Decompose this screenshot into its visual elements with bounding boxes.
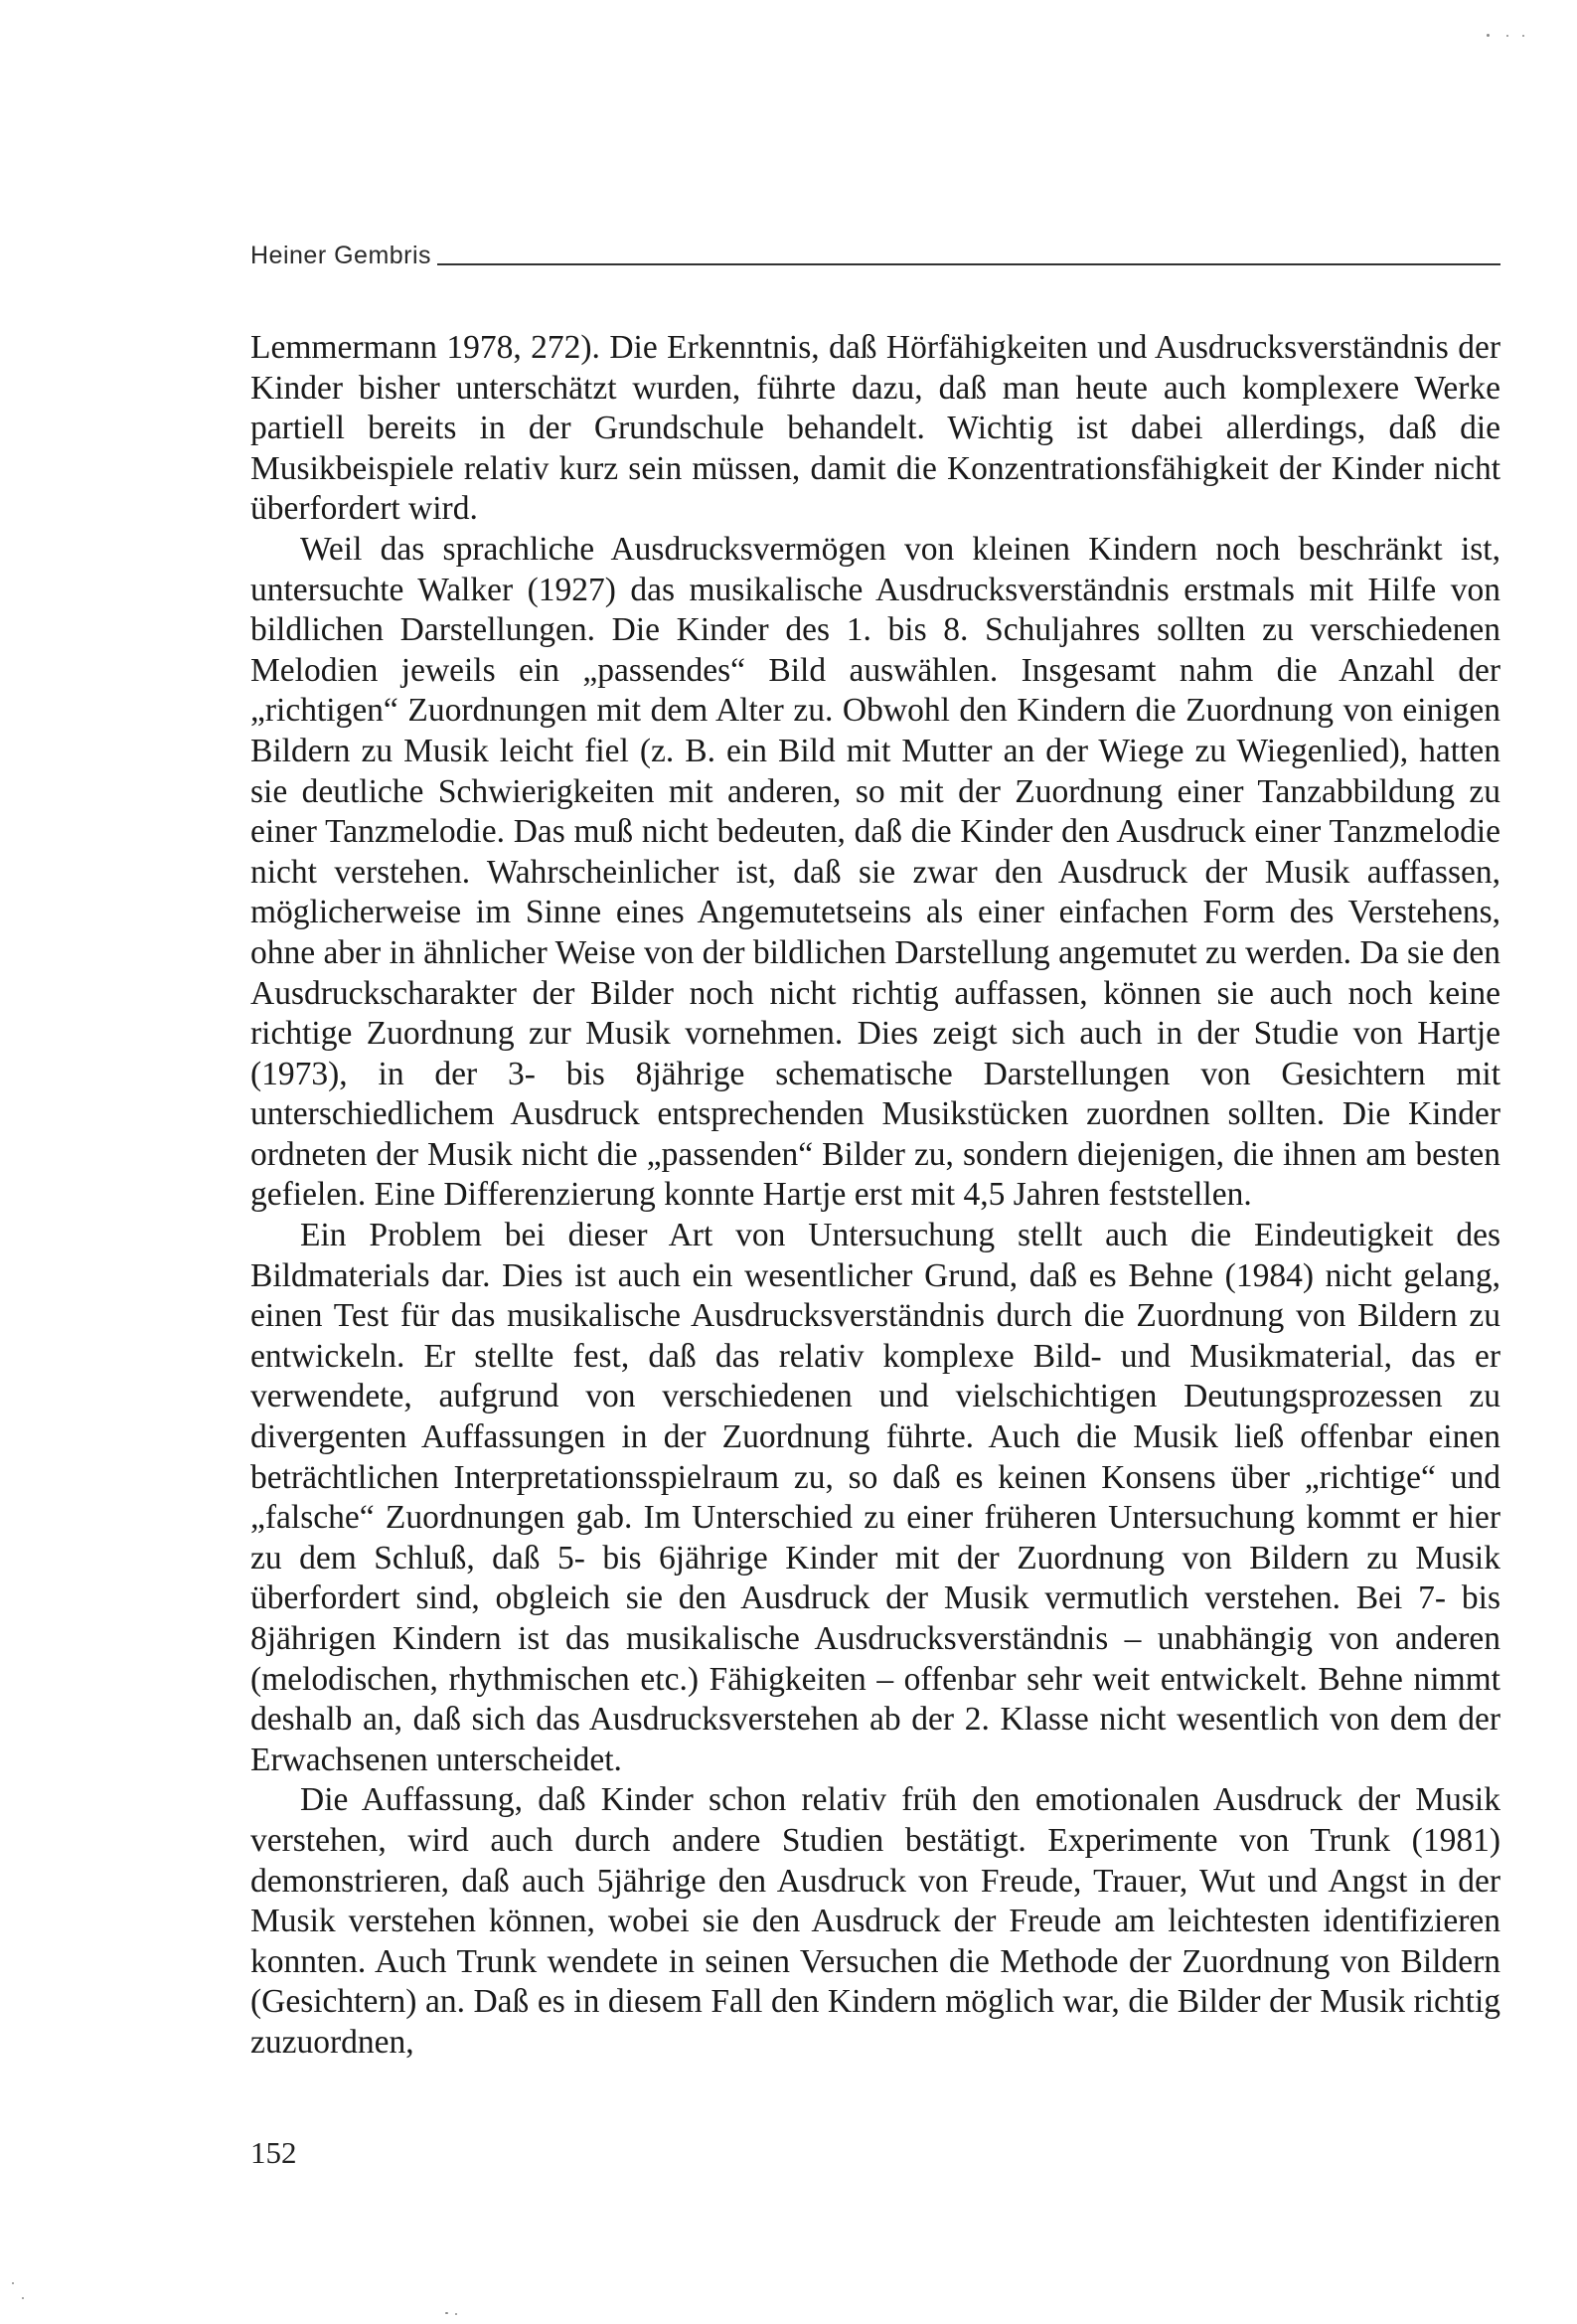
scan-speck: [445, 2312, 448, 2314]
paragraph-4: Die Auffassung, daß Kinder schon relativ früh den emotionalen Ausdruck der Musik verstehen, wird auch durch andere Studien bestätigt. Experimente von Trunk (1981) demonstrieren, daß auch 5jährige den Ausdruck von Freude, Trauer, Wut und Angst in der Musik verstehen können, wobei sie den Ausdruck der Freude am leichtesten identifizieren konnten. Auch Trunk wendete in seinen Versuchen die Methode der Zuordnung von Bildern (Gesichtern) an. Daß es in diesem Fall den Kindern möglich war, die Bilder der Musik richtig zuzuordnen,: [250, 1781, 1500, 2061]
scan-speck: [1506, 35, 1508, 37]
scan-speck: [455, 2313, 457, 2315]
scan-speck: [12, 2282, 14, 2284]
running-header-author: Heiner Gembris: [250, 242, 432, 269]
running-header: [250, 235, 1500, 268]
scan-speck: [1522, 35, 1524, 37]
paragraph-3: Ein Problem bei dieser Art von Untersuchung stellt auch die Eindeutigkeit des Bildmaterials dar. Dies ist auch ein wesentlicher Grund, daß es Behne (1984) nicht gelang, einen Test für das musikalische Ausdrucksverständnis durch die Zuordnung von Bildern zu entwickeln. Er stellte fest, daß das relativ komplexe Bild- und Musikmaterial, das er verwendete, aufgrund von verschiedenen und vielschichtigen Deutungsprozessen zu divergenten Auffassungen in der Zuordnung führte. Auch die Musik ließ offenbar einen beträchtlichen Interpretationsspielraum zu, so daß es keinen Konsens über „richtige“ und „falsche“ Zuordnungen gab. Im Unterschied zu einer früheren Untersuchung kommt er hier zu dem Schluß, daß 5- bis 6jährige Kinder mit der Zuordnung von Bildern zu Musik überfordert sind, obgleich sie den Ausdruck der Musik vermutlich verstehen. Bei 7- bis 8jährigen Kindern ist das musikalische Ausdrucksverständnis – unabhängig von anderen (melodischen, rhythmischen etc.) Fähigkeiten – offenbar sehr weit entwickelt. Behne nimmt deshalb an, daß sich das Ausdrucksverstehen ab der 2. Klasse nicht wesentlich von dem der Erwachsenen unterscheidet.: [250, 1217, 1500, 1778]
header-rule: [437, 263, 1500, 265]
body-text: [250, 328, 1500, 2064]
paragraph-2: Weil das sprachliche Ausdrucksvermögen von kleinen Kindern noch beschränkt ist, untersuchte Walker (1927) das musikalische Ausdrucksverständnis erstmals mit Hilfe von bildlichen Darstellungen. Die Kinder des 1. bis 8. Schuljahres sollten zu verschiedenen Melodien jeweils ein „passendes“ Bild auswählen. Insgesamt nahm die Anzahl der „richtigen“ Zuordnungen mit dem Alter zu. Obwohl den Kindern die Zuordnung von einigen Bildern zu Musik leicht fiel (z. B. ein Bild mit Mutter an der Wiege zu Wiegenlied), hatten sie deutliche Schwierigkeiten mit anderen, so mit der Zuordnung einer Tanzabbildung zu einer Tanzmelodie. Das muß nicht bedeuten, daß die Kinder den Ausdruck einer Tanzmelodie nicht verstehen. Wahrscheinlicher ist, daß sie zwar den Ausdruck der Musik auffassen, möglicherweise im Sinne eines Angemutetseins als einer einfachen Form des Verstehens, ohne aber in ähnlicher Weise von der bildlichen Darstellung angemutet zu werden. Da sie den Ausdruckscharakter der Bilder noch nicht richtig auffassen, können sie auch noch keine richtige Zuordnung zur Musik vornehmen. Dies zeigt sich auch in der Studie von Hartje (1973), in der 3- bis 8jährige schematische Darstellungen von Gesichtern mit unterschiedlichem Ausdruck entsprechenden Musikstücken zuordnen sollten. Die Kinder ordneten der Musik nicht die „passenden“ Bilder zu, sondern diejenigen, die ihnen am besten gefielen. Eine Differenzierung konnte Hartje erst mit 4,5 Jahren feststellen.: [250, 530, 1500, 1214]
scan-speck: [1487, 34, 1490, 37]
scan-speck: [22, 2297, 24, 2299]
page-number: 152: [250, 2135, 297, 2170]
paragraph-1: Lemmermann 1978, 272). Die Erkenntnis, daß Hörfähigkeiten und Ausdrucksverständnis der Kinder bisher unterschätzt wurden, führte dazu, daß man heute auch komplexere Werke partiell bereits in der Grundschule behandelt. Wichtig ist dabei allerdings, daß die Musikbeispiele relativ kurz sein müssen, damit die Konzentrationsfähigkeit der Kinder nicht überfordert wird.: [250, 329, 1500, 528]
